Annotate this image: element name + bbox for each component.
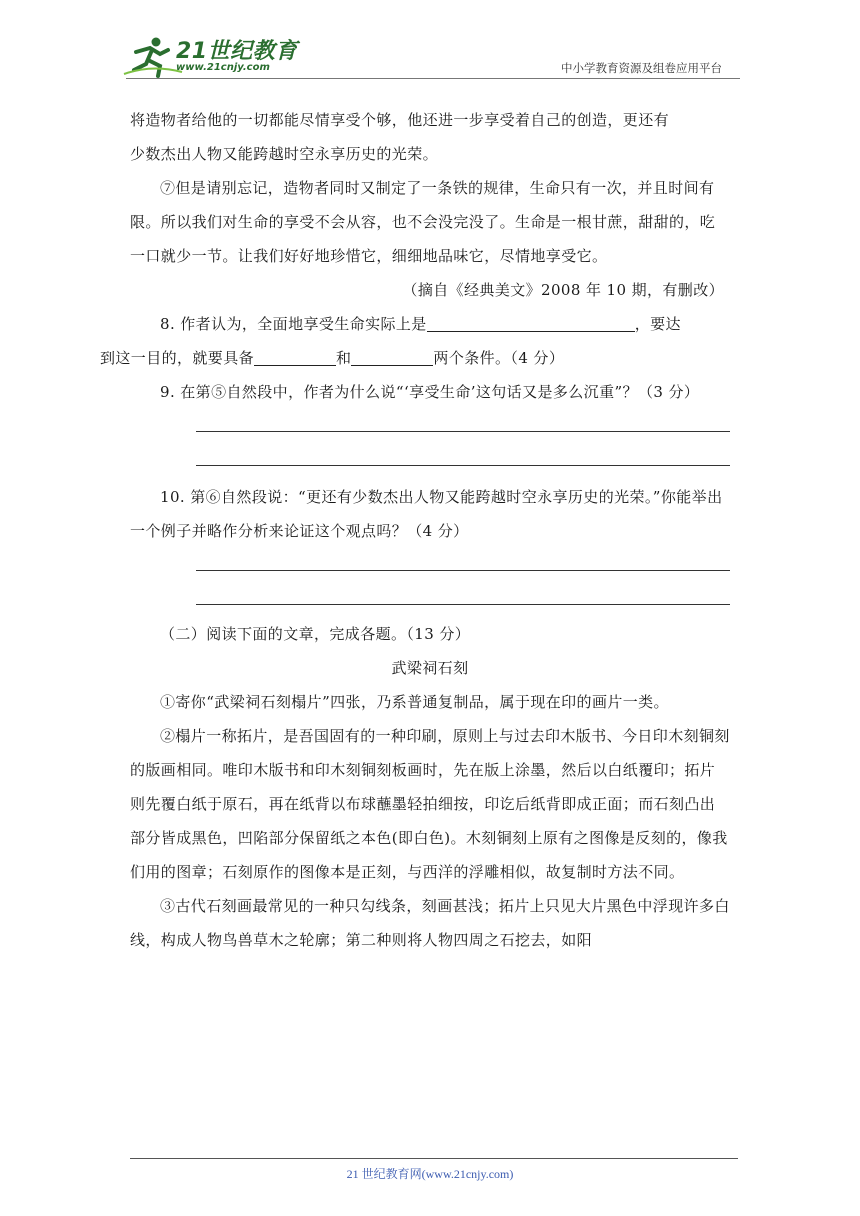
footer-text[interactable]: 21 世纪教育网(www.21cnjy.com) (346, 1167, 514, 1181)
text-line: 少数杰出人物又能跨越时空永享历史的光荣。 (130, 145, 439, 163)
text-line: 将造物者给他的一切都能尽情享受个够，他还进一步享受着自己的创造，更还有 (130, 111, 670, 129)
answer-blank[interactable] (427, 314, 635, 332)
page-header (0, 0, 860, 84)
header-tagline: 中小学教育资源及组卷应用平台 (561, 61, 722, 75)
question-8-text: 到这一目的，就要具备 (100, 349, 255, 367)
question-8 (100, 307, 730, 375)
header-divider (126, 78, 740, 79)
logo-url-text: www.21cnjy.com (176, 62, 270, 73)
question-8-text: 和 (336, 349, 352, 367)
question-8-text: 8. 作者认为，全面地享受生命实际上是 (160, 315, 427, 333)
article-title: 武梁祠石刻 (391, 659, 469, 677)
paragraph-3: ③古代石刻画最常见的一种只勾线条，刻画甚浅；拓片上只见大片黑色中浮现许多白线，构成人物鸟兽草木之轮廓；第二种则将人物四周之石挖去，如阳 (130, 897, 730, 949)
source-citation: （摘自《经典美文》2008 年 10 期，有删改） (402, 281, 724, 299)
logo-brand-text: 21世纪教育 (176, 39, 298, 64)
paragraph-7: ⑦但是请别忘记，造物者同时又制定了一条铁的规律，生命只有一次，并且时间有限。所以我们对生命的享受不会从容，也不会没完没了。生命是一根甘蔗，甜甜的，吃一口就少一节。让我们好好地珍惜它，细细地品味它，尽情地享受它。 (130, 179, 716, 265)
document-body (100, 103, 730, 957)
answer-blank[interactable] (351, 348, 433, 366)
paragraph-2: ②榻片一称拓片，是吾国固有的一种印刷，原则上与过去印木版书、今日印木刻铜刻的版画相同。唯印木版书和印木刻铜刻板画时，先在版上涂墨，然后以白纸覆印；拓片则先覆白纸于原石，再在纸背以布球蘸墨轻拍细按，印讫后纸背即成正面；而石刻凸出部分皆成黑色，凹陷部分保留纸之本色(即白色)。木刻铜刻上原有之图像是反刻的，像我们用的图章；石刻原作的图像本是正刻，与西洋的浮雕相似，故复制时方法不同。 (130, 727, 730, 881)
question-9: 9. 在第⑤自然段中，作者为什么说“‘享受生命’这句话又是多么沉重”？（3 分） (160, 383, 700, 401)
paragraph-1: ①寄你“武梁祠石刻榻片”四张，乃系普通复制品，属于现在印的画片一类。 (160, 693, 669, 711)
section-heading: （二）阅读下面的文章，完成各题。（13 分） (160, 625, 471, 643)
question-8-text: 两个条件。（4 分） (433, 349, 565, 367)
answer-blank[interactable] (254, 348, 336, 366)
footer-divider (130, 1158, 738, 1159)
question-10: 10. 第⑥自然段说：“更还有少数杰出人物又能跨越时空永享历史的光荣。”你能举出一个例子并略作分析来论证这个观点吗？（4 分） (130, 488, 723, 540)
question-8-text: ，要达 (634, 315, 681, 333)
